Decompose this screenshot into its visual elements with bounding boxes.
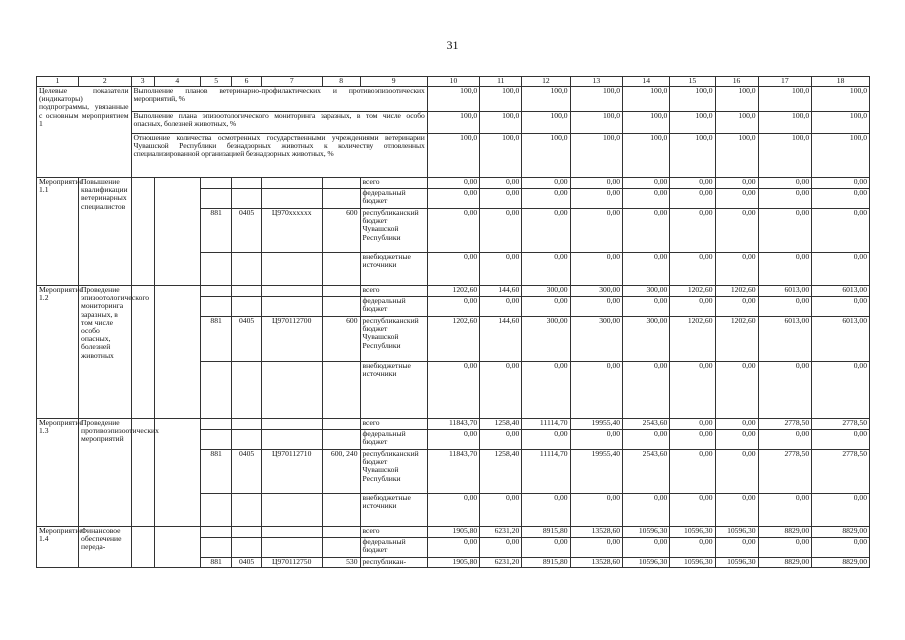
empty-cell xyxy=(322,297,360,317)
empty-cell xyxy=(261,527,322,538)
funding-value: 0,00 xyxy=(522,538,570,558)
funding-value: 0,00 xyxy=(715,419,758,430)
indicator-value: 100,0 xyxy=(522,112,570,134)
funding-value: 0,00 xyxy=(670,178,715,189)
funding-source: внебюджетные источники xyxy=(360,494,427,527)
column-number-header: 1 xyxy=(37,77,79,87)
vr-code: 600, 240 xyxy=(322,450,360,494)
measure-name: Проведение эпизоотологического мониторинга заразных, в том числе особо опасных, болезней животных xyxy=(79,286,132,419)
funding-value: 11843,70 xyxy=(427,419,480,430)
funding-value: 0,00 xyxy=(623,430,670,450)
funding-value: 10596,30 xyxy=(670,527,715,538)
indicator-value: 100,0 xyxy=(480,112,522,134)
funding-value: 0,00 xyxy=(427,297,480,317)
column-number-header: 17 xyxy=(758,77,812,87)
funding-value: 0,00 xyxy=(715,297,758,317)
funding-value: 0,00 xyxy=(480,362,522,419)
funding-value: 0,00 xyxy=(570,253,623,286)
funding-value: 13528,60 xyxy=(570,527,623,538)
empty-cell xyxy=(261,253,322,286)
funding-source: федеральный бюджет xyxy=(360,538,427,558)
funding-value: 6013,00 xyxy=(812,286,870,297)
indicator-value: 100,0 xyxy=(758,134,812,178)
funding-value: 0,00 xyxy=(623,189,670,209)
empty-cell xyxy=(322,189,360,209)
funding-value: 0,00 xyxy=(758,362,812,419)
indicator-value: 100,0 xyxy=(670,134,715,178)
funding-value: 0,00 xyxy=(670,253,715,286)
funding-value: 8915,80 xyxy=(522,527,570,538)
empty-cell xyxy=(154,527,200,568)
empty-cell xyxy=(232,189,261,209)
empty-cell xyxy=(261,430,322,450)
empty-cell xyxy=(200,430,232,450)
indicator-value: 100,0 xyxy=(522,87,570,112)
funding-value: 0,00 xyxy=(480,178,522,189)
indicator-value: 100,0 xyxy=(670,112,715,134)
indicator-value: 100,0 xyxy=(427,87,480,112)
funding-value: 0,00 xyxy=(480,430,522,450)
funding-value: 2543,60 xyxy=(623,450,670,494)
indicator-value: 100,0 xyxy=(480,134,522,178)
column-number-header: 7 xyxy=(261,77,322,87)
funding-value: 2778,50 xyxy=(758,419,812,430)
rzpr-code: 0405 xyxy=(232,317,261,362)
funding-value: 0,00 xyxy=(812,430,870,450)
funding-source: республикан- xyxy=(360,558,427,568)
column-number-header: 8 xyxy=(322,77,360,87)
empty-cell xyxy=(232,286,261,297)
funding-value: 0,00 xyxy=(427,362,480,419)
funding-value: 0,00 xyxy=(715,538,758,558)
empty-cell xyxy=(232,362,261,419)
target-indicator-row xyxy=(37,87,870,112)
funding-value: 0,00 xyxy=(522,209,570,253)
empty-cell xyxy=(261,419,322,430)
target-indicator-row xyxy=(37,112,870,134)
funding-value: 0,00 xyxy=(522,494,570,527)
grbs-code: 881 xyxy=(200,450,232,494)
funding-value: 300,00 xyxy=(522,317,570,362)
funding-value: 0,00 xyxy=(570,362,623,419)
funding-value: 0,00 xyxy=(480,538,522,558)
column-number-header: 9 xyxy=(360,77,427,87)
csr-code: Ц970112710 xyxy=(261,450,322,494)
funding-value: 144,60 xyxy=(480,286,522,297)
empty-cell xyxy=(131,286,154,419)
empty-cell xyxy=(322,178,360,189)
funding-value: 0,00 xyxy=(522,189,570,209)
empty-cell xyxy=(261,362,322,419)
funding-value: 0,00 xyxy=(670,430,715,450)
funding-value: 19955,40 xyxy=(570,419,623,430)
indicator-value: 100,0 xyxy=(812,87,870,112)
funding-value: 1202,60 xyxy=(715,317,758,362)
column-number-header: 14 xyxy=(623,77,670,87)
funding-value: 0,00 xyxy=(570,297,623,317)
funding-value: 11843,70 xyxy=(427,450,480,494)
funding-value: 2778,50 xyxy=(758,450,812,494)
measure-row xyxy=(37,527,870,538)
csr-code: Ц970112750 xyxy=(261,558,322,568)
funding-value: 0,00 xyxy=(670,297,715,317)
empty-cell xyxy=(131,527,154,568)
funding-value: 0,00 xyxy=(623,362,670,419)
funding-source: республиканский бюджет Чувашской Республики xyxy=(360,450,427,494)
vr-code: 530 xyxy=(322,558,360,568)
funding-value: 0,00 xyxy=(570,209,623,253)
funding-value: 0,00 xyxy=(715,189,758,209)
funding-value: 0,00 xyxy=(758,209,812,253)
funding-source: внебюджетные источники xyxy=(360,362,427,419)
rzpr-code: 0405 xyxy=(232,209,261,253)
funding-value: 144,60 xyxy=(480,317,522,362)
funding-value: 13528,60 xyxy=(570,558,623,568)
funding-source: всего xyxy=(360,286,427,297)
empty-cell xyxy=(322,419,360,430)
funding-value: 0,00 xyxy=(670,538,715,558)
column-number-header: 12 xyxy=(522,77,570,87)
measure-name: Повышение квалификации ветеринарных специалистов xyxy=(79,178,132,286)
vr-code: 600 xyxy=(322,317,360,362)
funding-value: 0,00 xyxy=(427,494,480,527)
empty-cell xyxy=(232,253,261,286)
empty-cell xyxy=(154,419,200,527)
column-number-header: 6 xyxy=(232,77,261,87)
column-number-header: 5 xyxy=(200,77,232,87)
funding-value: 0,00 xyxy=(758,189,812,209)
measure-id: Мероприятие 1.1 xyxy=(37,178,79,286)
funding-value: 0,00 xyxy=(670,209,715,253)
funding-value: 10596,30 xyxy=(715,558,758,568)
funding-value: 0,00 xyxy=(522,253,570,286)
funding-source: федеральный бюджет xyxy=(360,189,427,209)
funding-value: 1905,80 xyxy=(427,527,480,538)
funding-value: 10596,30 xyxy=(715,527,758,538)
empty-cell xyxy=(200,178,232,189)
indicator-value: 100,0 xyxy=(570,134,623,178)
funding-value: 8829,00 xyxy=(812,558,870,568)
indicator-value: 100,0 xyxy=(570,87,623,112)
empty-cell xyxy=(200,297,232,317)
funding-source: всего xyxy=(360,178,427,189)
indicator-value: 100,0 xyxy=(715,134,758,178)
indicator-value: 100,0 xyxy=(427,112,480,134)
funding-value: 0,00 xyxy=(812,178,870,189)
funding-value: 0,00 xyxy=(522,297,570,317)
funding-source: республиканский бюджет Чувашской Республики xyxy=(360,209,427,253)
empty-cell xyxy=(232,419,261,430)
funding-value: 0,00 xyxy=(715,209,758,253)
funding-value: 2543,60 xyxy=(623,419,670,430)
empty-cell xyxy=(154,286,200,419)
funding-value: 0,00 xyxy=(758,253,812,286)
funding-value: 0,00 xyxy=(480,297,522,317)
empty-cell xyxy=(200,419,232,430)
indicator-value: 100,0 xyxy=(623,112,670,134)
column-number-header: 4 xyxy=(154,77,200,87)
measure-name: Проведение противоэпизоотических мероприятий xyxy=(79,419,132,527)
empty-cell xyxy=(322,286,360,297)
funding-value: 10596,30 xyxy=(623,527,670,538)
funding-value: 2778,50 xyxy=(812,450,870,494)
funding-value: 8829,00 xyxy=(758,558,812,568)
funding-value: 10596,30 xyxy=(623,558,670,568)
funding-value: 0,00 xyxy=(427,253,480,286)
measure-id: Мероприятие 1.4 xyxy=(37,527,79,568)
funding-value: 0,00 xyxy=(570,430,623,450)
funding-value: 0,00 xyxy=(812,362,870,419)
measure-name: Финансовое обеспечение переда- xyxy=(79,527,132,568)
funding-value: 0,00 xyxy=(758,494,812,527)
rzpr-code: 0405 xyxy=(232,450,261,494)
funding-value: 1905,80 xyxy=(427,558,480,568)
funding-value: 0,00 xyxy=(715,178,758,189)
column-number-header: 2 xyxy=(79,77,132,87)
measure-id: Мероприятие 1.3 xyxy=(37,419,79,527)
empty-cell xyxy=(322,362,360,419)
empty-cell xyxy=(200,253,232,286)
target-indicator-row xyxy=(37,134,870,178)
column-number-header: 13 xyxy=(570,77,623,87)
funding-source: республиканский бюджет Чувашской Республики xyxy=(360,317,427,362)
funding-value: 0,00 xyxy=(670,450,715,494)
empty-cell xyxy=(322,494,360,527)
funding-value: 8829,00 xyxy=(812,527,870,538)
funding-value: 0,00 xyxy=(670,362,715,419)
column-number-header: 10 xyxy=(427,77,480,87)
funding-value: 6013,00 xyxy=(812,317,870,362)
indicator-text: Выполнение планов ветеринарно-профилактических и противоэпизоотических мероприятий, % xyxy=(131,87,427,112)
indicator-value: 100,0 xyxy=(812,134,870,178)
measure-row xyxy=(37,286,870,297)
funding-value: 0,00 xyxy=(522,178,570,189)
funding-value: 6231,20 xyxy=(480,527,522,538)
empty-cell xyxy=(322,538,360,558)
funding-value: 300,00 xyxy=(570,286,623,297)
funding-value: 0,00 xyxy=(758,538,812,558)
funding-value: 0,00 xyxy=(623,178,670,189)
funding-value: 0,00 xyxy=(812,494,870,527)
funding-value: 0,00 xyxy=(715,253,758,286)
funding-value: 0,00 xyxy=(670,494,715,527)
funding-value: 1202,60 xyxy=(670,286,715,297)
empty-cell xyxy=(131,178,154,286)
page-number: 31 xyxy=(446,38,459,52)
header-row xyxy=(37,77,870,87)
funding-value: 0,00 xyxy=(758,430,812,450)
empty-cell xyxy=(261,286,322,297)
funding-value: 11114,70 xyxy=(522,450,570,494)
funding-value: 300,00 xyxy=(522,286,570,297)
funding-value: 0,00 xyxy=(812,253,870,286)
empty-cell xyxy=(232,527,261,538)
funding-value: 0,00 xyxy=(570,538,623,558)
funding-value: 0,00 xyxy=(623,538,670,558)
empty-cell xyxy=(200,362,232,419)
funding-value: 6013,00 xyxy=(758,317,812,362)
empty-cell xyxy=(232,430,261,450)
funding-value: 8829,00 xyxy=(758,527,812,538)
funding-value: 0,00 xyxy=(812,209,870,253)
budget-table xyxy=(36,76,870,568)
indicator-value: 100,0 xyxy=(670,87,715,112)
funding-value: 0,00 xyxy=(522,430,570,450)
funding-value: 0,00 xyxy=(623,253,670,286)
indicator-value: 100,0 xyxy=(570,112,623,134)
funding-value: 0,00 xyxy=(670,419,715,430)
funding-value: 0,00 xyxy=(427,430,480,450)
funding-value: 1258,40 xyxy=(480,450,522,494)
funding-value: 0,00 xyxy=(570,178,623,189)
funding-value: 0,00 xyxy=(427,178,480,189)
funding-value: 0,00 xyxy=(758,297,812,317)
funding-value: 0,00 xyxy=(812,189,870,209)
funding-value: 10596,30 xyxy=(670,558,715,568)
funding-value: 2778,50 xyxy=(812,419,870,430)
rzpr-code: 0405 xyxy=(232,558,261,568)
empty-cell xyxy=(232,178,261,189)
indicator-value: 100,0 xyxy=(715,87,758,112)
empty-cell xyxy=(200,286,232,297)
grbs-code: 881 xyxy=(200,558,232,568)
funding-value: 0,00 xyxy=(480,189,522,209)
funding-value: 0,00 xyxy=(427,538,480,558)
grbs-code: 881 xyxy=(200,317,232,362)
funding-value: 0,00 xyxy=(715,450,758,494)
indicator-value: 100,0 xyxy=(758,112,812,134)
csr-code: Ц970xxxxxx xyxy=(261,209,322,253)
measure-id: Мероприятие 1.2 xyxy=(37,286,79,419)
empty-cell xyxy=(322,527,360,538)
funding-source: федеральный бюджет xyxy=(360,430,427,450)
funding-value: 19955,40 xyxy=(570,450,623,494)
indicator-text: Отношение количества осмотренных государственными учреждениями ветеринарии Чувашской Республики безнадзорных животных к количеству отловленных специализированной организацией безнадзорных животных, % xyxy=(131,134,427,178)
empty-cell xyxy=(200,494,232,527)
funding-value: 1202,60 xyxy=(715,286,758,297)
funding-value: 0,00 xyxy=(623,209,670,253)
funding-value: 0,00 xyxy=(480,253,522,286)
indicator-value: 100,0 xyxy=(715,112,758,134)
empty-cell xyxy=(322,253,360,286)
funding-value: 0,00 xyxy=(570,189,623,209)
grbs-code: 881 xyxy=(200,209,232,253)
targets-label: Целевые показатели (индикаторы) подпрограммы, увязанные с основным мероприятием 1 xyxy=(37,87,132,178)
empty-cell xyxy=(154,178,200,286)
funding-value: 0,00 xyxy=(570,494,623,527)
funding-value: 11114,70 xyxy=(522,419,570,430)
funding-value: 0,00 xyxy=(715,430,758,450)
funding-source: всего xyxy=(360,527,427,538)
measure-row xyxy=(37,178,870,189)
empty-cell xyxy=(261,297,322,317)
funding-value: 300,00 xyxy=(623,286,670,297)
funding-value: 6013,00 xyxy=(758,286,812,297)
empty-cell xyxy=(200,527,232,538)
empty-cell xyxy=(232,297,261,317)
indicator-value: 100,0 xyxy=(427,134,480,178)
empty-cell xyxy=(261,494,322,527)
funding-source: федеральный бюджет xyxy=(360,297,427,317)
empty-cell xyxy=(261,538,322,558)
indicator-text: Выполнение плана эпизоотологического мониторинга заразных, в том числе особо опасных, болезней животных, % xyxy=(131,112,427,134)
funding-value: 0,00 xyxy=(480,209,522,253)
funding-value: 0,00 xyxy=(812,538,870,558)
empty-cell xyxy=(261,178,322,189)
column-number-header: 11 xyxy=(480,77,522,87)
funding-value: 300,00 xyxy=(623,317,670,362)
funding-value: 1258,40 xyxy=(480,419,522,430)
empty-cell xyxy=(200,189,232,209)
column-number-header: 15 xyxy=(670,77,715,87)
funding-value: 8915,80 xyxy=(522,558,570,568)
csr-code: Ц970112700 xyxy=(261,317,322,362)
indicator-value: 100,0 xyxy=(623,87,670,112)
indicator-value: 100,0 xyxy=(758,87,812,112)
indicator-value: 100,0 xyxy=(480,87,522,112)
empty-cell xyxy=(322,430,360,450)
column-number-header: 16 xyxy=(715,77,758,87)
funding-value: 0,00 xyxy=(623,297,670,317)
funding-value: 0,00 xyxy=(623,494,670,527)
funding-value: 300,00 xyxy=(570,317,623,362)
measure-row xyxy=(37,419,870,430)
funding-value: 0,00 xyxy=(715,494,758,527)
funding-value: 0,00 xyxy=(758,178,812,189)
funding-value: 0,00 xyxy=(812,297,870,317)
funding-source: всего xyxy=(360,419,427,430)
funding-value: 0,00 xyxy=(670,189,715,209)
funding-source: внебюджетные источники xyxy=(360,253,427,286)
indicator-value: 100,0 xyxy=(812,112,870,134)
empty-cell xyxy=(261,189,322,209)
empty-cell xyxy=(200,538,232,558)
column-number-header: 3 xyxy=(131,77,154,87)
funding-value: 0,00 xyxy=(427,209,480,253)
vr-code: 600 xyxy=(322,209,360,253)
funding-value: 0,00 xyxy=(427,189,480,209)
funding-value: 0,00 xyxy=(480,494,522,527)
funding-value: 1202,60 xyxy=(427,317,480,362)
funding-value: 1202,60 xyxy=(427,286,480,297)
funding-value: 1202,60 xyxy=(670,317,715,362)
empty-cell xyxy=(232,538,261,558)
column-number-header: 18 xyxy=(812,77,870,87)
funding-value: 0,00 xyxy=(522,362,570,419)
indicator-value: 100,0 xyxy=(522,134,570,178)
funding-value: 0,00 xyxy=(715,362,758,419)
indicator-value: 100,0 xyxy=(623,134,670,178)
empty-cell xyxy=(232,494,261,527)
funding-value: 6231,20 xyxy=(480,558,522,568)
